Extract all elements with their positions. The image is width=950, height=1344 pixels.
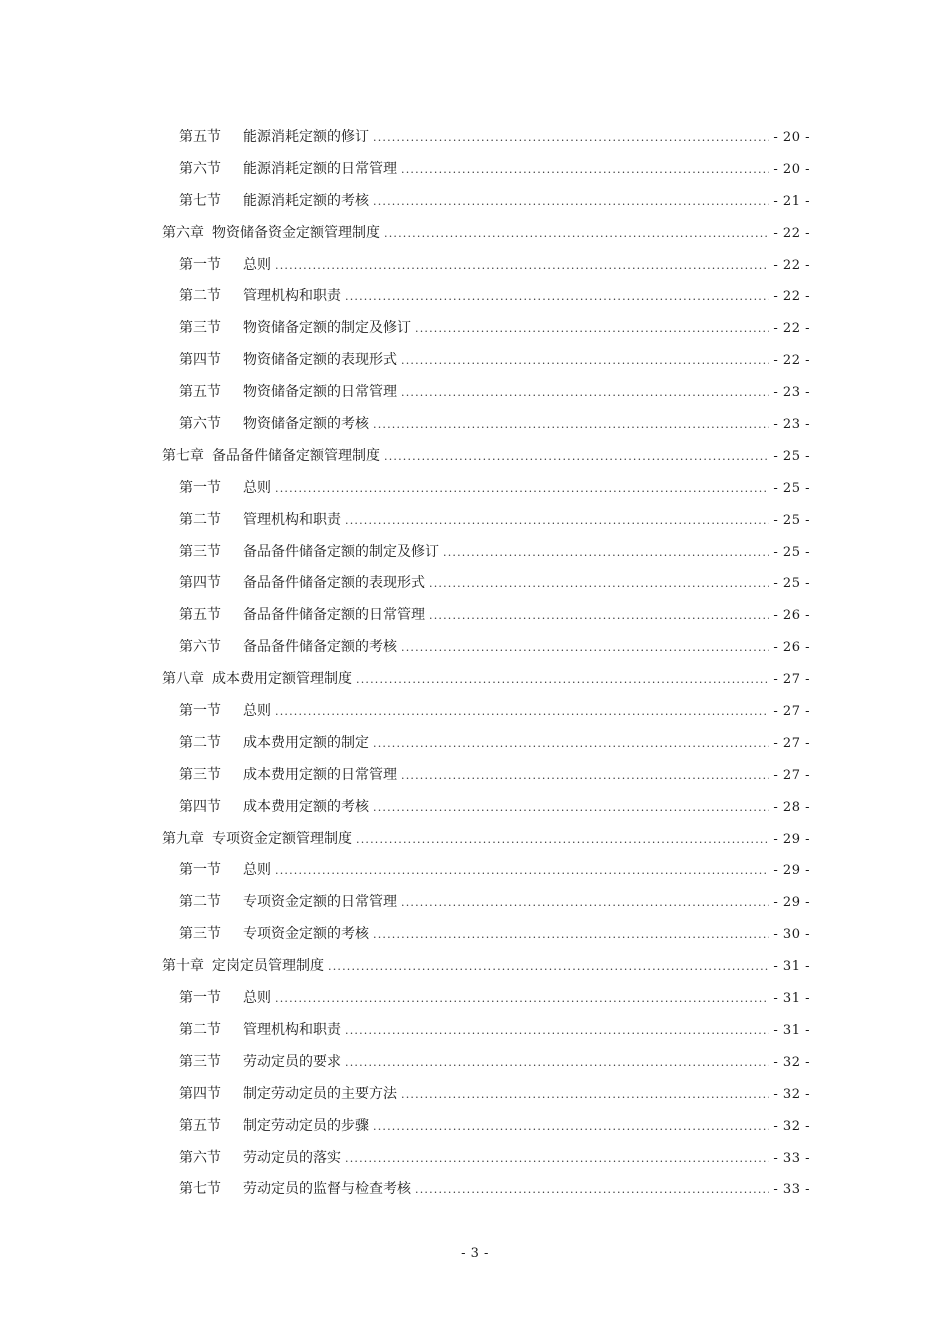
toc-entry-page: - 32 -: [773, 1054, 810, 1070]
toc-entry-number: 第五节: [179, 607, 221, 624]
toc-entry-title: 成本费用定额的日常管理: [243, 766, 397, 783]
toc-dot-leader: [345, 1143, 769, 1175]
toc-entry-title: 成本费用定额的考核: [243, 798, 369, 815]
toc-dot-leader: [373, 919, 769, 951]
toc-entry-number: 第七章: [162, 447, 204, 464]
toc-dot-leader: [275, 983, 769, 1015]
toc-entry-title: 能源消耗定额的修订: [243, 129, 369, 145]
toc-section-entry[interactable]: [162, 250, 810, 282]
toc-entry-page: - 20 -: [773, 161, 810, 177]
toc-dot-leader: [345, 505, 769, 537]
toc-section-entry[interactable]: [162, 887, 810, 919]
toc-entry-number: 第三节: [179, 926, 221, 943]
toc-section-entry[interactable]: [162, 855, 810, 887]
toc-entry-number: 第四节: [179, 352, 221, 369]
toc-entry-page: - 25 -: [773, 512, 810, 528]
toc-entry-title: 专项资金定额管理制度: [212, 830, 352, 847]
toc-entry-number: 第六章: [162, 224, 204, 241]
toc-dot-leader: [373, 728, 769, 760]
toc-entry-number: 第二节: [179, 511, 221, 528]
toc-entry-title: 物资储备定额的日常管理: [243, 384, 397, 401]
toc-entry-title: 总则: [243, 862, 271, 879]
toc-dot-leader: [373, 122, 769, 154]
toc-dot-leader: [401, 345, 769, 377]
toc-entry-page: - 23 -: [773, 385, 810, 401]
toc-entry-title: 成本费用定额管理制度: [212, 671, 352, 688]
toc-section-entry[interactable]: [162, 154, 810, 186]
toc-entry-title: 劳动定员的落实: [243, 1149, 341, 1166]
toc-entry-number: 第六节: [179, 416, 221, 433]
toc-entry-page: - 27 -: [773, 735, 810, 751]
toc-entry-title: 备品备件储备定额的日常管理: [243, 607, 425, 624]
toc-entry-page: - 32 -: [773, 1086, 810, 1102]
toc-entry-page: - 29 -: [773, 831, 810, 847]
toc-entry-page: - 31 -: [773, 1022, 810, 1038]
toc-entry-page: - 29 -: [773, 863, 810, 879]
toc-entry-title: 劳动定员的要求: [243, 1053, 341, 1070]
toc-entry-page: - 22 -: [773, 353, 810, 369]
toc-entry-number: 第十章: [162, 958, 204, 975]
toc-section-entry[interactable]: [162, 919, 810, 951]
toc-section-entry[interactable]: [162, 728, 810, 760]
toc-dot-leader: [415, 313, 769, 345]
toc-section-entry[interactable]: [162, 186, 810, 218]
toc-entry-title: 管理机构和职责: [243, 288, 341, 305]
toc-entry-page: - 23 -: [773, 417, 810, 433]
toc-entry-title: 管理机构和职责: [243, 511, 341, 528]
toc-entry-number: 第一节: [179, 862, 221, 879]
toc-entry-title: 定岗定员管理制度: [212, 958, 324, 975]
toc-entry-page: - 31 -: [773, 959, 810, 975]
table-of-contents: [162, 122, 810, 1206]
toc-entry-number: 第一节: [179, 703, 221, 720]
toc-dot-leader: [345, 281, 769, 313]
toc-section-entry[interactable]: [162, 345, 810, 377]
toc-section-entry[interactable]: [162, 983, 810, 1015]
toc-section-entry[interactable]: [162, 1111, 810, 1143]
toc-entry-title: 劳动定员的监督与检查考核: [243, 1181, 411, 1198]
toc-entry-page: - 26 -: [773, 608, 810, 624]
toc-entry-page: - 25 -: [773, 544, 810, 560]
toc-entry-number: 第二节: [179, 1021, 221, 1038]
toc-entry-number: 第八章: [162, 671, 204, 688]
toc-dot-leader: [275, 250, 769, 282]
toc-dot-leader: [373, 1111, 769, 1143]
toc-section-entry[interactable]: [162, 1015, 810, 1047]
toc-entry-page: - 30 -: [773, 927, 810, 943]
toc-entry-page: - 22 -: [773, 321, 810, 337]
toc-entry-page: - 25 -: [773, 480, 810, 496]
toc-chapter-entry[interactable]: [162, 824, 810, 856]
toc-entry-number: 第三节: [179, 543, 221, 560]
toc-dot-leader: [429, 568, 769, 600]
toc-entry-title: 制定劳动定员的步骤: [243, 1117, 369, 1134]
toc-entry-number: 第一节: [179, 256, 221, 273]
toc-entry-title: 总则: [243, 256, 271, 273]
toc-dot-leader: [401, 760, 769, 792]
toc-entry-number: 第四节: [179, 575, 221, 592]
toc-entry-number: 第一节: [179, 479, 221, 496]
toc-section-entry[interactable]: [162, 122, 810, 154]
toc-section-entry[interactable]: [162, 505, 810, 537]
toc-dot-leader: [373, 186, 769, 218]
toc-entry-number: 第二节: [179, 894, 221, 911]
toc-entry-number: 第三节: [179, 766, 221, 783]
toc-entry-title: 成本费用定额的制定: [243, 734, 369, 751]
toc-entry-title: 物资储备资金定额管理制度: [212, 224, 380, 241]
toc-section-entry[interactable]: [162, 537, 810, 569]
toc-entry-title: 管理机构和职责: [243, 1021, 341, 1038]
toc-section-entry[interactable]: [162, 377, 810, 409]
toc-entry-title: 总则: [243, 990, 271, 1007]
toc-entry-title: 能源消耗定额的日常管理: [243, 160, 397, 177]
toc-entry-page: - 31 -: [773, 991, 810, 1007]
toc-dot-leader: [275, 696, 769, 728]
toc-entry-page: - 33 -: [773, 1150, 810, 1166]
toc-dot-leader: [384, 218, 769, 250]
toc-dot-leader: [275, 473, 769, 505]
toc-entry-page: - 29 -: [773, 895, 810, 911]
toc-entry-number: 第四节: [179, 1085, 221, 1102]
toc-entry-number: 第三节: [179, 1053, 221, 1070]
toc-entry-page: - 25 -: [773, 576, 810, 592]
toc-entry-page: - 22 -: [773, 289, 810, 305]
toc-entry-title: 备品备件储备定额的考核: [243, 639, 397, 656]
toc-dot-leader: [345, 1047, 769, 1079]
toc-entry-number: 第七节: [179, 192, 221, 209]
toc-section-entry[interactable]: [162, 1143, 810, 1175]
toc-dot-leader: [401, 1079, 769, 1111]
toc-entry-title: 总则: [243, 703, 271, 720]
toc-entry-title: 物资储备定额的考核: [243, 416, 369, 433]
toc-entry-page: - 21 -: [773, 193, 810, 209]
toc-dot-leader: [401, 887, 769, 919]
toc-dot-leader: [401, 377, 769, 409]
toc-section-entry[interactable]: [162, 632, 810, 664]
toc-dot-leader: [328, 951, 769, 983]
toc-dot-leader: [443, 537, 769, 569]
toc-entry-title: 备品备件储备定额的表现形式: [243, 575, 425, 592]
toc-section-entry[interactable]: [162, 473, 810, 505]
toc-chapter-entry[interactable]: [162, 441, 810, 473]
toc-section-entry[interactable]: [162, 600, 810, 632]
toc-entry-page: - 20 -: [773, 130, 810, 145]
toc-entry-page: - 32 -: [773, 1118, 810, 1134]
toc-dot-leader: [356, 824, 769, 856]
toc-entry-number: 第五节: [179, 1117, 221, 1134]
toc-entry-title: 物资储备定额的制定及修订: [243, 320, 411, 337]
toc-entry-page: - 22 -: [773, 225, 810, 241]
toc-section-entry[interactable]: [162, 1047, 810, 1079]
toc-section-entry[interactable]: [162, 1079, 810, 1111]
toc-chapter-entry[interactable]: [162, 951, 810, 983]
toc-entry-page: - 33 -: [773, 1182, 810, 1198]
toc-entry-title: 备品备件储备定额管理制度: [212, 447, 380, 464]
toc-section-entry[interactable]: [162, 696, 810, 728]
toc-entry-number: 第六节: [179, 1149, 221, 1166]
toc-entry-title: 备品备件储备定额的制定及修订: [243, 543, 439, 560]
toc-section-entry[interactable]: [162, 409, 810, 441]
toc-dot-leader: [384, 441, 769, 473]
toc-entry-title: 制定劳动定员的主要方法: [243, 1085, 397, 1102]
toc-entry-number: 第五节: [179, 129, 221, 145]
toc-dot-leader: [401, 154, 769, 186]
toc-entry-page: - 26 -: [773, 640, 810, 656]
page-number-footer: - 3 -: [461, 1246, 489, 1261]
toc-entry-title: 总则: [243, 479, 271, 496]
toc-dot-leader: [401, 632, 769, 664]
toc-entry-number: 第六节: [179, 160, 221, 177]
toc-dot-leader: [345, 1015, 769, 1047]
toc-entry-number: 第二节: [179, 734, 221, 751]
toc-entry-page: - 27 -: [773, 767, 810, 783]
toc-section-entry[interactable]: [162, 760, 810, 792]
toc-section-entry[interactable]: [162, 568, 810, 600]
toc-chapter-entry[interactable]: [162, 218, 810, 250]
toc-dot-leader: [429, 600, 769, 632]
toc-entry-number: 第六节: [179, 639, 221, 656]
toc-dot-leader: [373, 792, 769, 824]
toc-entry-page: - 27 -: [773, 672, 810, 688]
toc-entry-number: 第五节: [179, 384, 221, 401]
toc-entry-page: - 27 -: [773, 704, 810, 720]
toc-chapter-entry[interactable]: [162, 664, 810, 696]
toc-entry-page: - 28 -: [773, 799, 810, 815]
toc-entry-number: 第三节: [179, 320, 221, 337]
toc-section-entry[interactable]: [162, 313, 810, 345]
toc-section-entry[interactable]: [162, 1174, 810, 1206]
toc-entry-number: 第二节: [179, 288, 221, 305]
toc-dot-leader: [415, 1174, 769, 1206]
toc-entry-page: - 25 -: [773, 448, 810, 464]
toc-section-entry[interactable]: [162, 792, 810, 824]
toc-entry-title: 能源消耗定额的考核: [243, 192, 369, 209]
toc-dot-leader: [373, 409, 769, 441]
toc-entry-number: 第四节: [179, 798, 221, 815]
toc-entry-number: 第七节: [179, 1181, 221, 1198]
toc-entry-title: 专项资金定额的日常管理: [243, 894, 397, 911]
toc-entry-page: - 22 -: [773, 257, 810, 273]
toc-entry-number: 第九章: [162, 830, 204, 847]
toc-section-entry[interactable]: [162, 281, 810, 313]
toc-entry-title: 专项资金定额的考核: [243, 926, 369, 943]
toc-entry-number: 第一节: [179, 990, 221, 1007]
toc-dot-leader: [275, 855, 769, 887]
toc-entry-title: 物资储备定额的表现形式: [243, 352, 397, 369]
toc-dot-leader: [356, 664, 769, 696]
